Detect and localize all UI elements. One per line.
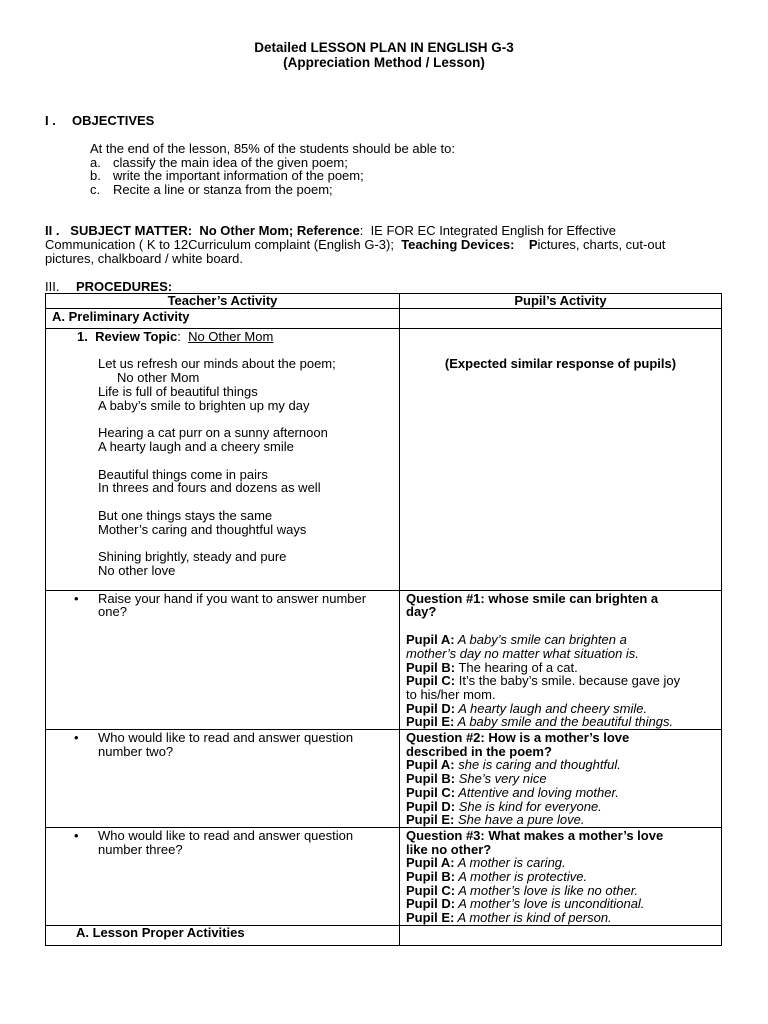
poem-line: Shining brightly, steady and pure [98,549,287,565]
review-topic-colon: : [177,328,181,344]
question-heading-line: Question #2: How is a mother’s love [406,730,630,746]
review-content [52,330,393,578]
reference-label: Reference [296,223,360,238]
reference-text: : IE FOR EC Integrated English for Effective [359,223,616,238]
question-one-prompt [52,592,393,619]
review-number: 1. [77,328,88,344]
question-three-teacher-cell [46,827,400,925]
procedures-heading: PROCEDURES: [76,279,173,294]
pupil-label: Pupil B: [406,659,456,675]
table-row [46,827,722,925]
question-two-pupil-cell [400,730,722,828]
answer-text: she is caring and thoughtful. [454,757,621,773]
pupil-answer [406,884,715,898]
poem-line: A hearty laugh and a cheery smile [98,438,294,454]
pupil-answer [406,633,715,647]
subject-matter-title: No Other Mom; [199,223,294,238]
bullet-icon: • [74,730,79,746]
objectives-intro: At the end of the lesson, 85% of the students should be able to: [90,141,455,156]
pupil-label: Pupil C: [406,882,456,898]
pupil-label: Pupil A: [406,855,455,871]
question-three-pupil-cell [400,827,722,925]
table-row [46,925,722,945]
prompt-line: Who would like to read and answer question [98,827,354,843]
pupil-label: Pupil D: [406,700,456,716]
poem-line: No other love [98,563,176,579]
poem-title: No other Mom [117,370,200,386]
prompt-line: one? [98,604,127,620]
teaching-devices-continued: pictures, chalkboard / white board. [45,251,243,266]
procedures-numeral: III. [45,279,60,294]
objective-item-a: classify the main idea of the given poem; [113,155,348,170]
reference-continued: Communication ( K to 12Curriculum complaint (English G-3); [45,237,394,252]
answer-text: It’s the baby’s smile. because gave joy [455,673,681,689]
pupil-answer [406,786,715,800]
objective-letter-b: b. [90,168,101,183]
prompt-line: Raise your hand if you want to answer number [98,590,367,606]
pupil-label: Pupil D: [406,798,456,814]
answer-text: A mother is kind of person. [454,910,612,926]
pupil-label: Pupil A: [406,632,455,648]
objectives-heading: OBJECTIVES [72,113,155,128]
pupil-label: Pupil B: [406,771,456,787]
subject-matter-numeral: II . [45,223,60,238]
answer-text: She have a pure love. [454,812,585,828]
question-one-teacher-cell [46,590,400,729]
pupil-label: Pupil C: [406,673,456,689]
teacher-activity-header: Teacher’s Activity [46,294,400,309]
question-heading-line: Question #1: whose smile can brighten a [406,590,659,606]
table-row [46,590,722,729]
question-heading-line: Question #3: What makes a mother’s love [406,827,664,843]
objective-letter-a: a. [90,155,101,170]
bullet-icon: • [74,827,79,843]
answer-text: to his/her mom. [406,686,496,702]
teaching-devices-initial: P [528,237,538,252]
expected-response-cell [400,328,722,590]
pupil-answer [406,715,715,729]
answer-text: She is kind for everyone. [455,798,602,814]
pupil-answer [406,870,715,884]
empty-cell [400,308,722,328]
prompt-line: number two? [98,743,174,759]
answer-text: A hearty laugh and cheery smile. [455,700,648,716]
document-subtitle: (Appreciation Method / Lesson) [283,55,485,70]
pupil-answer [406,758,715,772]
answer-text: Attentive and loving mother. [455,784,619,800]
review-topic-label: Review Topic [95,328,178,344]
question-three-prompt [52,829,393,856]
pupil-answer [406,800,715,814]
question-one-pupil-cell [400,590,722,729]
poem-line: In threes and fours and dozens as well [98,480,321,496]
preliminary-activity-heading: A. Preliminary Activity [46,308,400,328]
poem-line: Hearing a cat purr on a sunny afternoon [98,425,328,441]
expected-response: (Expected similar response of pupils) [444,355,677,371]
pupil-answer [406,702,715,716]
pupil-answer [406,897,715,911]
empty-cell [400,925,722,945]
question-three-heading [406,829,715,856]
objective-item-c: Recite a line or stanza from the poem; [113,182,333,197]
pupil-answer [406,661,715,675]
teaching-devices-text: ictures, charts, cut-out [537,237,666,252]
answer-text: mother’s day no matter what situation is. [406,645,639,661]
procedures-table [45,293,722,946]
table-row [46,328,722,590]
question-two-teacher-cell [46,730,400,828]
answer-text: The hearing of a cat. [455,659,578,675]
question-one-heading [406,592,715,619]
pupil-label: Pupil C: [406,784,456,800]
answer-text: A mother is protective. [455,869,588,885]
poem-line: A baby’s smile to brighten up my day [98,397,310,413]
pupil-activity-header: Pupil’s Activity [400,294,722,309]
subject-matter-line1 [45,224,616,238]
answer-text: A baby smile and the beautiful things. [454,714,674,730]
teaching-devices-label: Teaching Devices: [401,237,515,252]
table-row [46,308,722,328]
pupil-answer [406,674,715,688]
answer-text: A mother’s love is like no other. [455,882,639,898]
pupil-answer [406,856,715,870]
pupil-answer [406,813,715,827]
objective-item-b: write the important information of the poem; [113,168,364,183]
poem-line: But one things stays the same [98,508,273,524]
review-topic-title: No Other Mom [188,328,274,344]
subject-matter-line2 [45,238,665,252]
objective-letter-c: c. [90,182,101,197]
review-topic-line [52,330,393,344]
pupil-label: Pupil E: [406,910,455,926]
question-two-heading [406,731,715,758]
pupil-label: Pupil E: [406,812,455,828]
document-title: Detailed LESSON PLAN IN ENGLISH G-3 [254,40,514,55]
objectives-numeral: I . [45,113,56,128]
lesson-proper-heading: A. Lesson Proper Activities [46,925,400,945]
table-row [46,730,722,828]
answer-text: She’s very nice [455,771,547,787]
pupil-label: Pupil E: [406,714,455,730]
subject-matter-label: SUBJECT MATTER: [70,223,193,238]
poem-line: Life is full of beautiful things [98,383,258,399]
refresh-instruction: Let us refresh our minds about the poem; [98,356,336,372]
poem-line: Beautiful things come in pairs [98,466,268,482]
question-heading-line: day? [406,604,437,620]
pupil-label: Pupil B: [406,869,456,885]
review-cell [46,328,400,590]
pupil-answer [406,911,715,925]
pupil-label: Pupil D: [406,896,456,912]
answer-text: A mother’s love is unconditional. [455,896,645,912]
answer-text: A mother is caring. [454,855,566,871]
question-heading-line: described in the poem? [406,743,552,759]
prompt-line: Who would like to read and answer question [98,730,354,746]
table-header-row [46,294,722,309]
question-heading-line: like no other? [406,841,492,857]
pupil-answer [406,772,715,786]
question-two-prompt [52,731,393,758]
pupil-label: Pupil A: [406,757,455,773]
bullet-icon: • [74,590,79,606]
poem-line: Mother’s caring and thoughtful ways [98,521,307,537]
answer-text: A baby’s smile can brighten a [454,632,627,648]
prompt-line: number three? [98,841,183,857]
